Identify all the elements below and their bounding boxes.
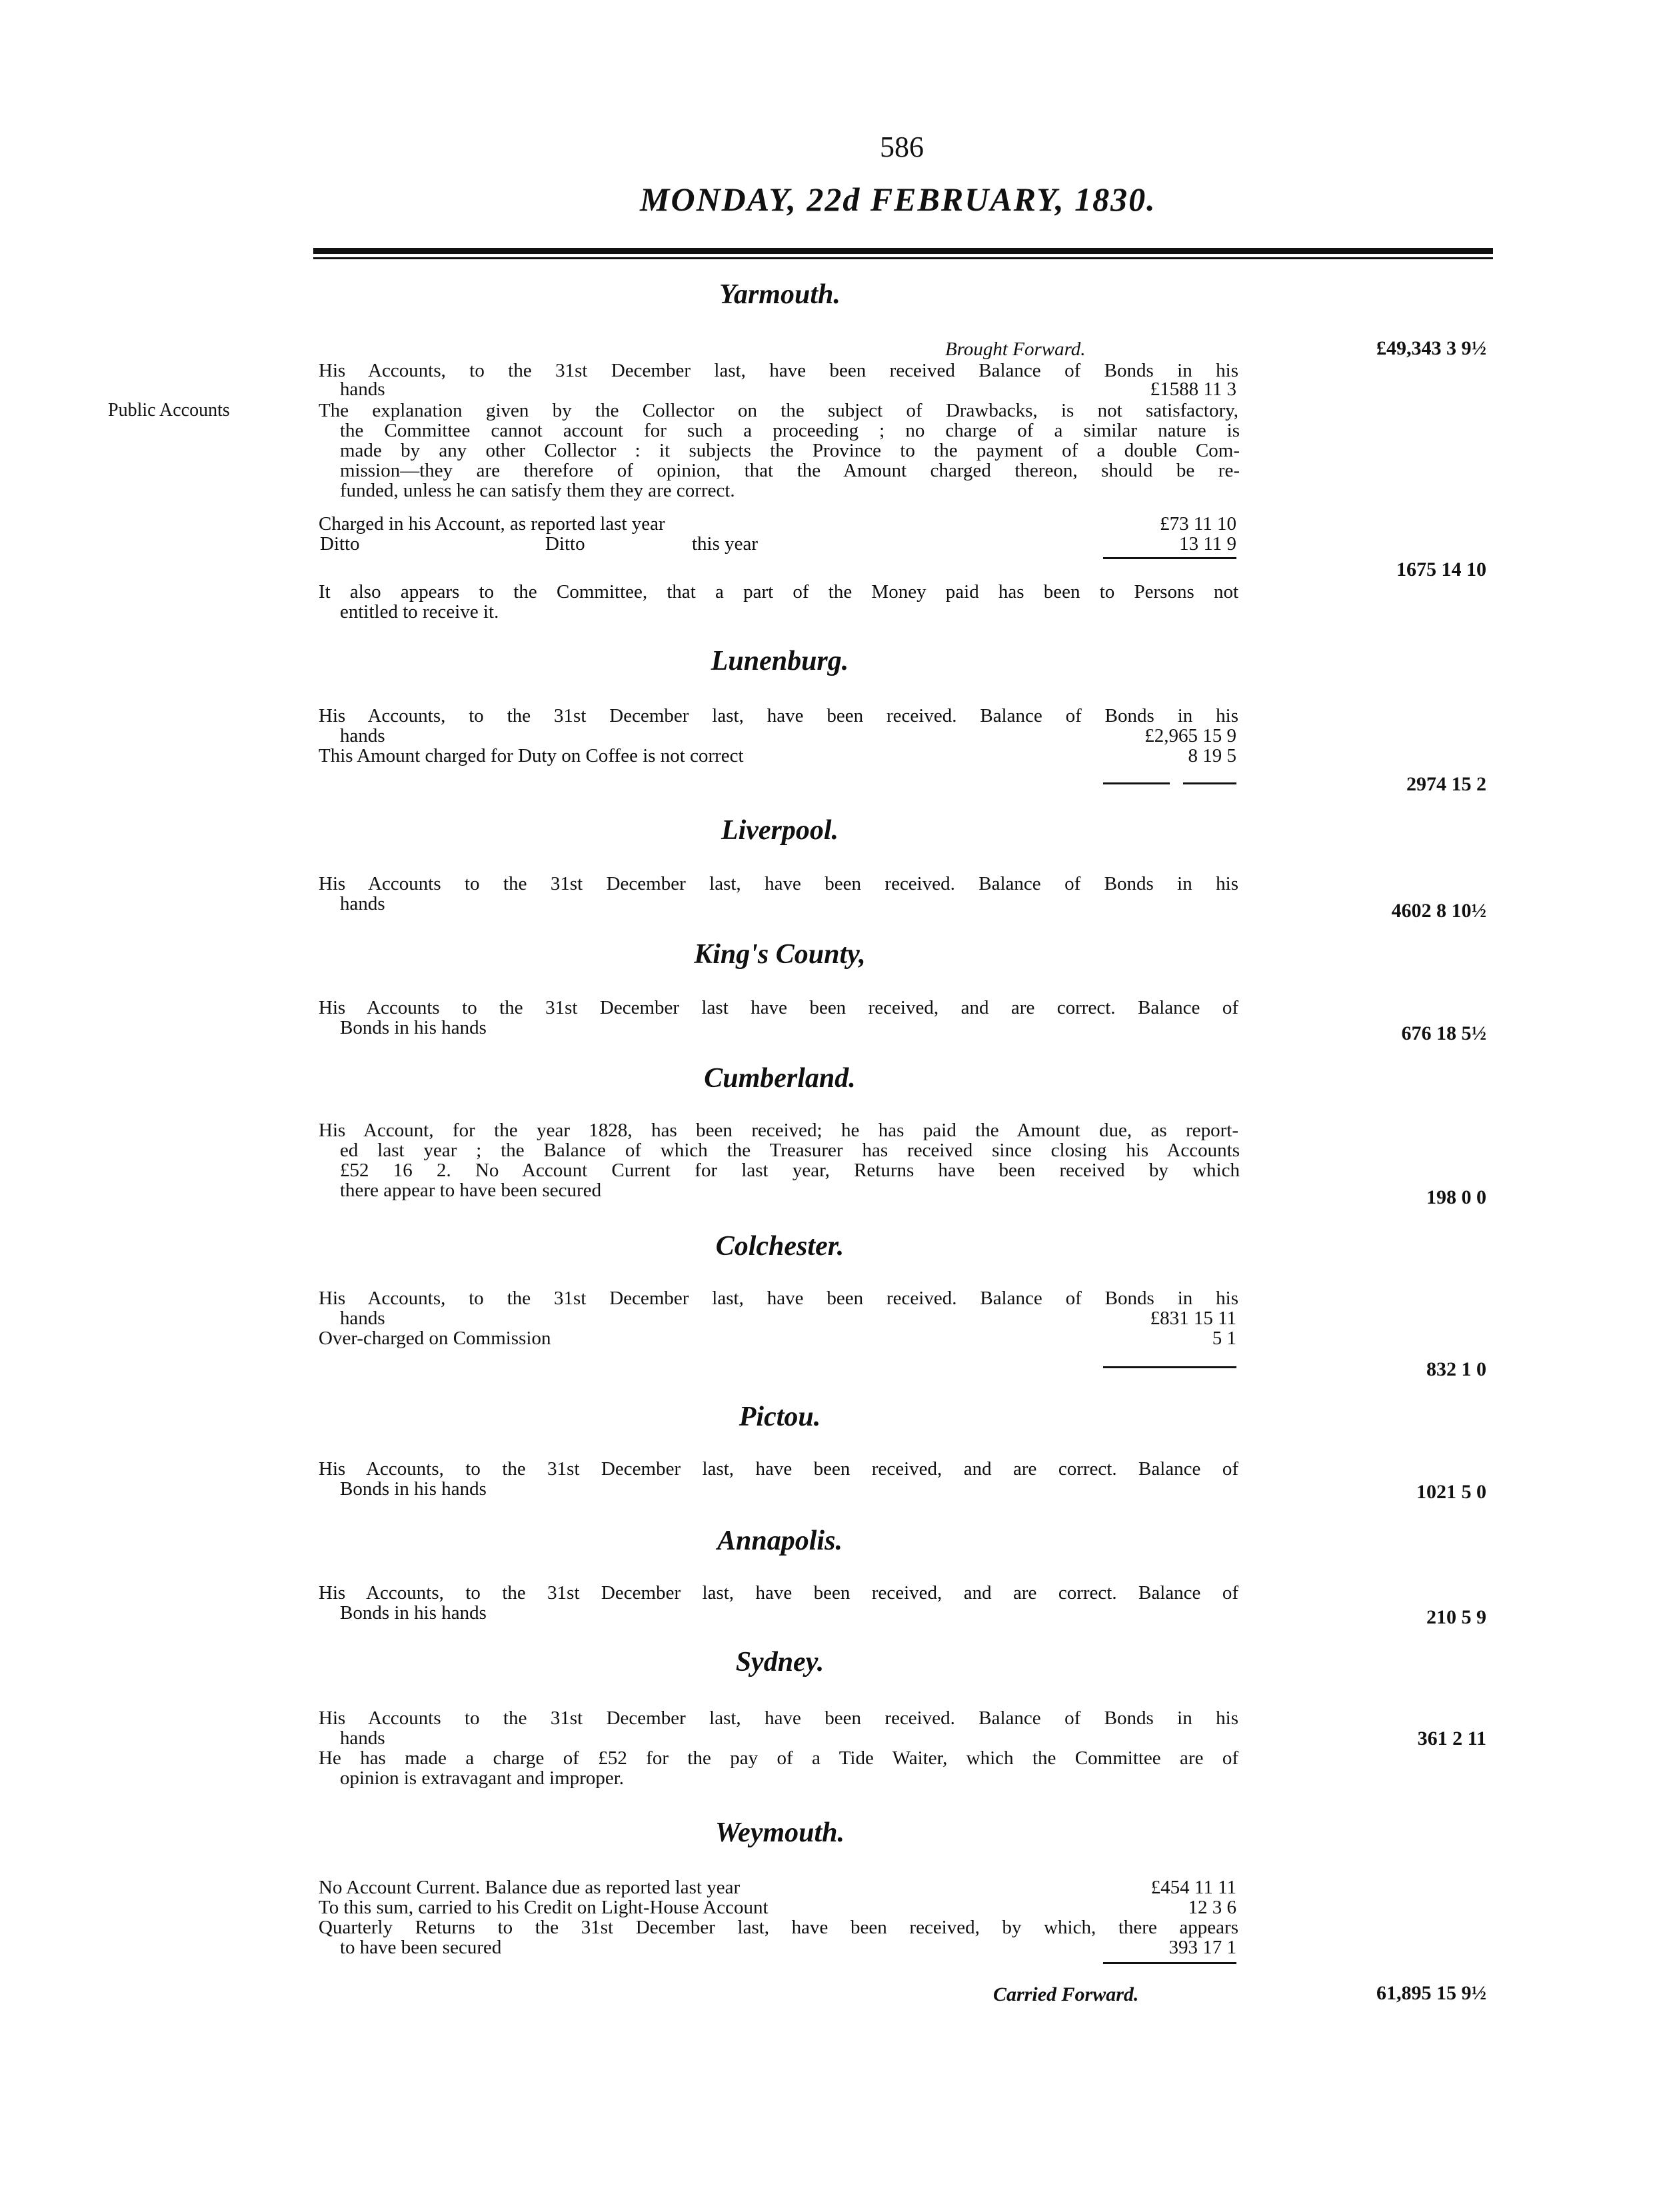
yarmouth-line-4: the Committee cannot account for such a proceeding ; no charge of a similar nature is: [340, 420, 1240, 441]
yarmouth-line-1: His Accounts, to the 31st December last, have been received Balance of Bonds in his: [319, 360, 1238, 381]
page-number: 586: [880, 131, 924, 163]
section-title-pictou: Pictou.: [739, 1402, 821, 1432]
colchester-total: 832 1 0: [1426, 1358, 1486, 1380]
section-title-yarmouth: Yarmouth.: [719, 279, 840, 310]
weymouth-amount-1: £454 11 11: [1150, 1877, 1236, 1898]
sum-rule: [1103, 782, 1170, 784]
section-title-annapolis: Annapolis.: [717, 1526, 842, 1556]
yarmouth-amount-1: £1588 11 3: [1150, 379, 1236, 400]
date-heading: MONDAY, 22d FEBRUARY, 1830.: [640, 181, 1156, 218]
sum-rule: [1103, 1962, 1236, 1964]
sydney-line-4: opinion is extravagant and improper.: [340, 1767, 625, 1789]
kings-county-line-1: His Accounts to the 31st December last have been received, and are correct. Balance of: [319, 997, 1238, 1018]
colchester-amount-2: 5 1: [1212, 1328, 1236, 1349]
header-rule-thin: [313, 257, 1493, 259]
weymouth-line-3: Quarterly Returns to the 31st December last, have been received, by which, there appears: [319, 1917, 1238, 1938]
section-title-liverpool: Liverpool.: [721, 815, 839, 846]
sydney-line-1: His Accounts to the 31st December last, have been received. Balance of Bonds in his: [319, 1707, 1238, 1729]
yarmouth-line-11: entitled to receive it.: [340, 601, 499, 622]
colchester-line-1: His Accounts, to the 31st December last, have been received. Balance of Bonds in his: [319, 1288, 1238, 1309]
colchester-amount-1: £831 15 11: [1150, 1308, 1236, 1329]
yarmouth-line-2: hands: [340, 379, 385, 400]
margin-note: Public Accounts: [108, 400, 230, 421]
pictou-line-1: His Accounts, to the 31st December last, have been received, and are correct. Balance of: [319, 1458, 1238, 1480]
annapolis-line-2: Bonds in his hands: [340, 1602, 487, 1624]
lunenburg-line-2: hands: [340, 725, 385, 746]
liverpool-line-1: His Accounts to the 31st December last, have been received. Balance of Bonds in his: [319, 873, 1238, 894]
brought-forward-amount: £49,343 3 9½: [1376, 337, 1486, 359]
yarmouth-line-3: The explanation given by the Collector on the subject of Drawbacks, is not satisfactory,: [319, 400, 1238, 421]
sydney-line-3: He has made a charge of £52 for the pay of a Tide Waiter, which the Committee are of: [319, 1747, 1238, 1769]
annapolis-line-1: His Accounts, to the 31st December last, have been received, and are correct. Balance of: [319, 1582, 1238, 1604]
sydney-line-2: hands: [340, 1727, 385, 1749]
colchester-line-2: hands: [340, 1308, 385, 1329]
section-title-weymouth: Weymouth.: [715, 1817, 845, 1848]
yarmouth-line-5: made by any other Collector : it subjects the Province to the payment of a double Com-: [340, 440, 1240, 461]
yarmouth-line-6: mission—they are therefore of opinion, that the Amount charged thereon, should be re-: [340, 460, 1240, 481]
annapolis-total: 210 5 9: [1426, 1606, 1486, 1628]
liverpool-line-2: hands: [340, 893, 385, 914]
sum-rule: [1103, 1366, 1236, 1368]
lunenburg-line-1: His Accounts, to the 31st December last, have been received. Balance of Bonds in his: [319, 705, 1238, 726]
cumberland-line-2: ed last year ; the Balance of which the Treasurer has received since closing his Accounts: [340, 1140, 1240, 1161]
lunenburg-line-3: This Amount charged for Duty on Coffee is not correct: [319, 745, 744, 766]
weymouth-amount-3: 393 17 1: [1168, 1937, 1236, 1958]
section-title-colchester: Colchester.: [715, 1231, 844, 1262]
yarmouth-line-10: It also appears to the Committee, that a part of the Money paid has been to Persons not: [319, 581, 1238, 602]
lunenburg-amount-1: £2,965 15 9: [1144, 725, 1236, 746]
header-rule: [313, 248, 1493, 254]
section-title-kings-county: King's County,: [694, 939, 866, 970]
brought-forward-label: Brought Forward.: [945, 339, 1086, 360]
weymouth-amount-2: 12 3 6: [1188, 1897, 1236, 1918]
lunenburg-amount-2: 8 19 5: [1188, 745, 1236, 766]
section-title-cumberland: Cumberland.: [704, 1063, 856, 1094]
sum-rule: [1183, 782, 1236, 784]
pictou-total: 1021 5 0: [1416, 1481, 1486, 1503]
liverpool-total: 4602 8 10½: [1391, 900, 1486, 922]
cumberland-line-1: His Account, for the year 1828, has been received; he has paid the Amount due, as report-: [319, 1120, 1238, 1141]
section-title-sydney: Sydney.: [735, 1647, 825, 1677]
yarmouth-line-8: Charged in his Account, as reported last year: [319, 513, 665, 535]
pictou-line-2: Bonds in his hands: [340, 1478, 487, 1500]
weymouth-line-2: To this sum, carried to his Credit on Light-House Account: [319, 1897, 769, 1918]
ditto-1: Ditto: [320, 533, 360, 554]
weymouth-line-1: No Account Current. Balance due as reported last year: [319, 1877, 741, 1898]
colchester-line-3: Over-charged on Commission: [319, 1328, 551, 1349]
cumberland-line-4: there appear to have been secured: [340, 1180, 602, 1201]
this-year: this year: [692, 533, 759, 554]
sum-rule: [1103, 557, 1236, 559]
yarmouth-amount-3: 13 11 9: [1179, 533, 1236, 554]
ditto-2: Ditto: [545, 533, 585, 554]
kings-county-line-2: Bonds in his hands: [340, 1017, 487, 1038]
section-title-lunenburg: Lunenburg.: [711, 646, 849, 676]
yarmouth-amount-2: £73 11 10: [1160, 513, 1236, 535]
kings-county-total: 676 18 5½: [1401, 1022, 1486, 1044]
cumberland-line-3: £52 16 2. No Account Current for last year, Returns have been received by which: [340, 1160, 1240, 1181]
yarmouth-line-7: funded, unless he can satisfy them they are correct.: [340, 480, 735, 501]
weymouth-line-4: to have been secured: [340, 1937, 502, 1958]
yarmouth-total: 1675 14 10: [1396, 558, 1486, 580]
sydney-total: 361 2 11: [1417, 1727, 1486, 1749]
lunenburg-total: 2974 15 2: [1406, 773, 1486, 795]
carried-forward-amount: 61,895 15 9½: [1376, 1982, 1486, 2004]
carried-forward-label: Carried Forward.: [993, 1983, 1139, 2005]
cumberland-total: 198 0 0: [1426, 1186, 1486, 1208]
